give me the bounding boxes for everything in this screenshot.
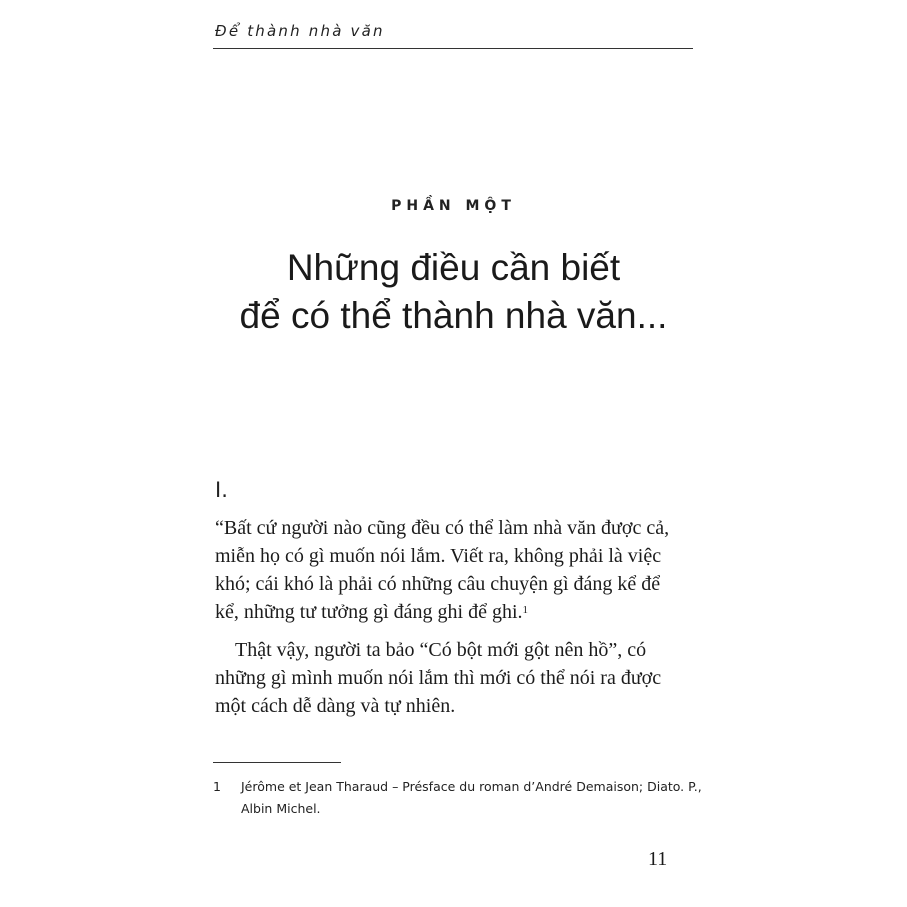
- part-title-line-1: Những điều cần biết: [286, 247, 621, 288]
- running-header: Để thành nhà văn: [215, 22, 385, 40]
- paragraph-1-line-4-text: kể, những tư tưởng gì đáng ghi để ghi.: [215, 601, 523, 623]
- part-title-line-2: để có thể thành nhà văn...: [239, 295, 668, 336]
- footnote-reference[interactable]: 1: [522, 604, 529, 616]
- part-title: [0, 244, 907, 340]
- paragraph-1-line-3: khó; cái khó là phải có những câu chuyện gì đáng kể để: [215, 573, 661, 595]
- footnote-text-line-1: Jérôme et Jean Tharaud – Présface du roman d’André Demaison; Diato. P.,: [241, 779, 702, 794]
- paragraph-2-line-2: những gì mình muốn nói lắm thì mới có thể nói ra được: [215, 667, 662, 689]
- footnote: [213, 776, 713, 820]
- footnote-rule: [213, 762, 341, 763]
- part-label: PHẦN MỘT: [391, 198, 516, 214]
- paragraph-1-line-4: [215, 598, 710, 626]
- header-rule: [213, 48, 693, 49]
- body-text: [215, 514, 710, 720]
- paragraph-1-line-2: miễn họ có gì muốn nói lắm. Viết ra, không phải là việc: [215, 545, 662, 567]
- footnote-number: 1: [213, 779, 221, 794]
- footnote-text-line-2: Albin Michel.: [241, 801, 321, 816]
- paragraph-2-line-3: một cách dễ dàng và tự nhiên.: [215, 695, 456, 717]
- paragraph-1-line-1: “Bất cứ người nào cũng đều có thể làm nhà văn được cả,: [215, 517, 670, 539]
- section-number: I.: [215, 478, 228, 502]
- page-number: 11: [648, 848, 668, 870]
- paragraph-2-line-1: Thật vậy, người ta bảo “Có bột mới gột nên hồ”, có: [235, 639, 647, 661]
